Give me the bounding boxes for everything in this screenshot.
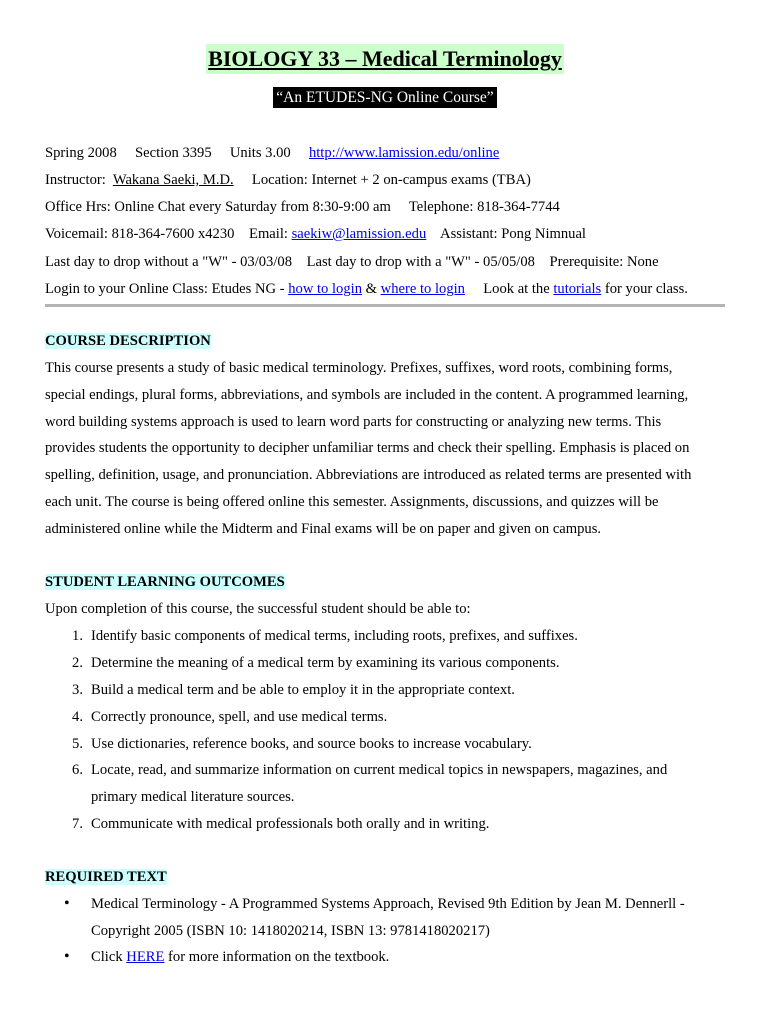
page-title-wrap — [0, 44, 770, 74]
textbook-info-line — [91, 947, 389, 967]
required-text-heading: REQUIRED TEXT — [45, 869, 167, 885]
info-line-4 — [45, 224, 586, 244]
info-line-5 — [45, 252, 659, 272]
outcome-number: 6. — [72, 762, 83, 778]
description-line: provides students the opportunity to decipher unfamiliar terms and check their spelling. Emphasis is placed on — [45, 440, 690, 457]
horizontal-divider — [45, 304, 725, 307]
bullet-icon: • — [64, 948, 70, 965]
description-line: each unit. The course is being offered online this semester. Assignments, discussions, and quizzes will be — [45, 493, 659, 510]
drop-with-w: Last day to drop with a "W" - 05/05/08 — [306, 254, 535, 270]
outcome-text: Build a medical term and be able to employ it in the appropriate context. — [91, 682, 515, 698]
email-label: Email: — [249, 226, 288, 242]
outcomes-heading: STUDENT LEARNING OUTCOMES — [45, 574, 285, 590]
outcome-number: 3. — [72, 682, 83, 698]
drop-without-w: Last day to drop without a "W" - 03/03/08 — [45, 254, 292, 270]
description-line: spelling, definition, usage, and pronunciation. Abbreviations are introduced as related terms are presented with — [45, 467, 692, 484]
bullet-icon: • — [64, 895, 70, 912]
outcome-number: 1. — [72, 628, 83, 644]
info-line-2 — [45, 170, 531, 190]
location: Location: Internet + 2 on-campus exams (TBA) — [251, 172, 531, 188]
click-prefix: Click — [91, 949, 123, 965]
units: Units 3.00 — [229, 145, 291, 161]
description-line: This course presents a study of basic medical terminology. Prefixes, suffixes, word roots, combining forms, — [45, 360, 673, 376]
here-link[interactable]: HERE — [126, 949, 165, 965]
outcomes-heading-wrap — [45, 572, 285, 592]
page-title: BIOLOGY 33 – Medical Terminology — [206, 44, 564, 74]
look-prefix: Look at the — [483, 281, 550, 297]
amp: & — [365, 281, 378, 297]
outcome-number: 5. — [72, 736, 83, 752]
instructor-name: Wakana Saeki, M.D. — [112, 172, 234, 188]
telephone: Telephone: 818-364-7744 — [408, 199, 560, 215]
how-to-login-link[interactable]: how to login — [288, 281, 362, 297]
voicemail: Voicemail: 818-364-7600 x4230 — [45, 226, 235, 242]
course-description-heading-wrap — [45, 331, 211, 351]
description-line: administered online while the Midterm and Final exams will be on paper and given on campus. — [45, 520, 602, 537]
office-hours: Office Hrs: Online Chat every Saturday from 8:30-9:00 am — [45, 199, 391, 215]
info-line-1 — [45, 143, 499, 163]
email-link[interactable]: saekiw@lamission.edu — [291, 226, 427, 242]
where-to-login-link[interactable]: where to login — [380, 281, 465, 297]
outcome-number: 2. — [72, 655, 83, 671]
course-description-heading: COURSE DESCRIPTION — [45, 333, 211, 349]
outcome-text-continued: primary medical literature sources. — [91, 789, 295, 805]
description-line: special endings, plural forms, abbreviations, and symbols are included in the content. A programmed learning, — [45, 386, 689, 403]
outcome-text: Identify basic components of medical terms, including roots, prefixes, and suffixes. — [91, 628, 578, 644]
semester: Spring 2008 — [45, 145, 117, 161]
outcome-text: Communicate with medical professionals both orally and in writing. — [91, 816, 490, 832]
outcome-text: Correctly pronounce, spell, and use medical terms. — [91, 709, 388, 725]
subtitle: “An ETUDES-NG Online Course” — [273, 87, 496, 108]
section: Section 3395 — [135, 145, 212, 161]
subtitle-wrap — [0, 87, 770, 108]
login-prefix: Login to your Online Class: Etudes NG - — [45, 281, 285, 297]
info-line-6 — [45, 279, 688, 299]
description-line: word building systems approach is used to learn word parts for constructing or analyzing new terms. This — [45, 413, 662, 430]
outcomes-intro: Upon completion of this course, the successful student should be able to: — [45, 601, 471, 617]
required-text-heading-wrap — [45, 867, 167, 887]
outcome-text: Use dictionaries, reference books, and source books to increase vocabulary. — [91, 736, 532, 752]
textbook-line-2: Copyright 2005 (ISBN 10: 1418020214, ISBN 13: 9781418020217) — [91, 923, 490, 939]
outcome-number: 4. — [72, 709, 83, 725]
textbook-line-1: Medical Terminology - A Programmed Systems Approach, Revised 9th Edition by Jean M. Dennerll - — [91, 896, 685, 912]
assistant: Assistant: Pong Nimnual — [440, 226, 586, 242]
tutorials-link[interactable]: tutorials — [553, 281, 602, 297]
outcome-number: 7. — [72, 816, 83, 832]
course-description-body — [45, 355, 735, 543]
click-suffix: for more information on the textbook. — [168, 949, 390, 965]
online-url-link[interactable]: http://www.lamission.edu/online — [308, 145, 500, 161]
outcome-text: Determine the meaning of a medical term by examining its various components. — [91, 655, 560, 671]
prerequisite: Prerequisite: None — [549, 254, 659, 270]
look-suffix: for your class. — [604, 281, 688, 297]
info-line-3 — [45, 197, 560, 217]
outcome-text: Locate, read, and summarize information on current medical topics in newspapers, magazines, and — [91, 762, 668, 778]
instructor-label: Instructor: — [45, 172, 106, 188]
